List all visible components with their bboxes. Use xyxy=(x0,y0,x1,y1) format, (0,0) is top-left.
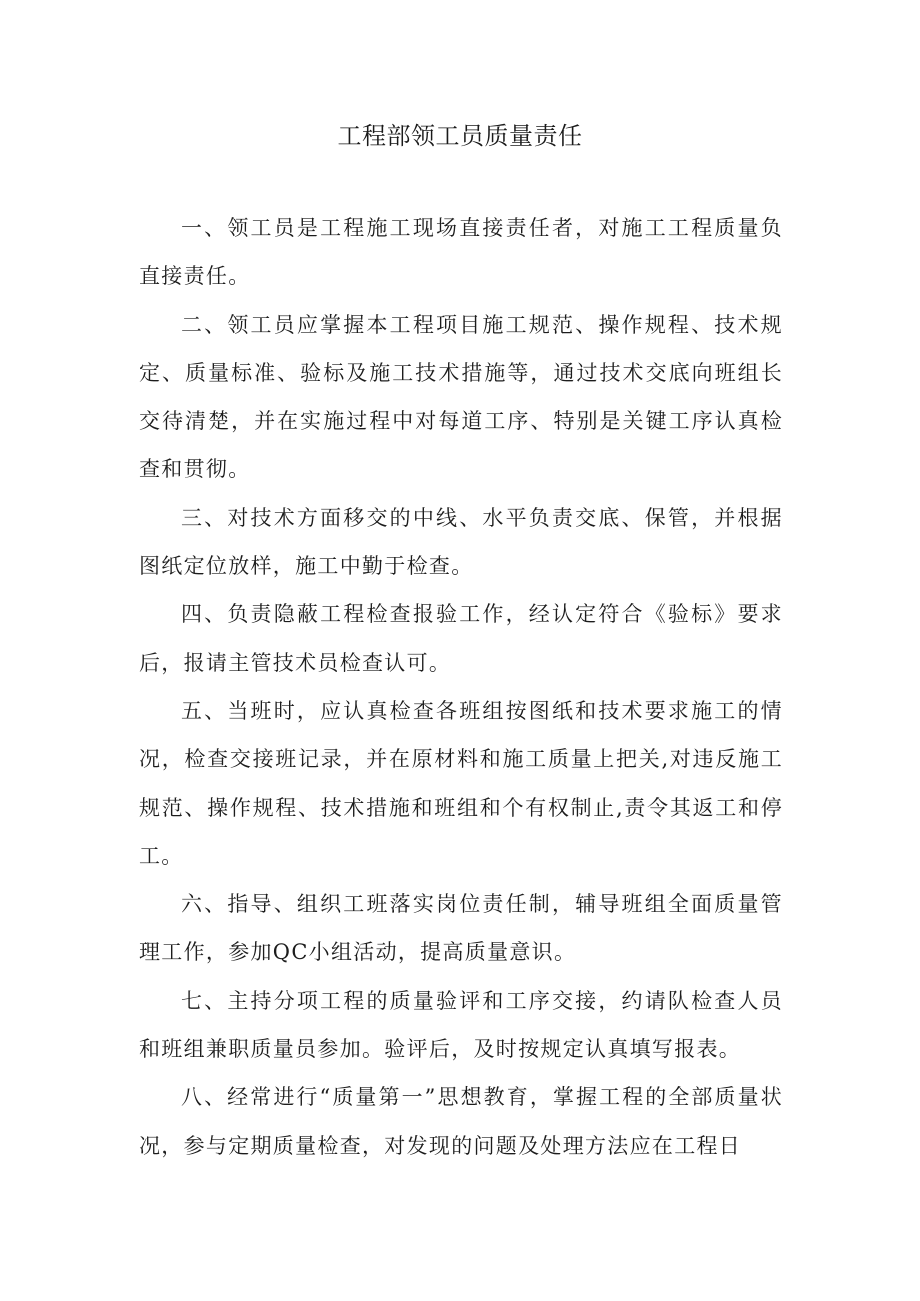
paragraph-6: 六、指导、组织工班落实岗位责任制，辅导班组全面质量管理工作，参加QC小组活动，提高质量意识。 xyxy=(139,892,783,965)
paragraph-5: 五、当班时，应认真检查各班组按图纸和技术要求施工的情况，检查交接班记录，并在原材料和施工质量上把关,对违反施工规范、操作规程、技术措施和班组和个有权制止,责令其返工和停工。 xyxy=(139,698,783,868)
paragraph-3: 三、对技术方面移交的中线、水平负责交底、保管，并根据图纸定位放样，施工中勤于检查。 xyxy=(139,505,783,579)
document-title: 工程部领工员质量责任 xyxy=(337,122,583,150)
document-body xyxy=(139,204,783,1170)
paragraph-2: 二、领工员应掌握本工程项目施工规范、操作规程、技术规定、质量标准、验标及施工技术措施等，通过技术交底向班组长交待清楚，并在实施过程中对每道工序、特别是关键工序认真检查和贯彻。 xyxy=(139,312,783,482)
paragraph-1: 一、领工员是工程施工现场直接责任者，对施工工程质量负直接责任。 xyxy=(139,216,783,289)
paragraph-8: 八、经常进行“质量第一”思想教育，掌握工程的全部质量状况，参与定期质量检查，对发现的问题及处理方法应在工程日 xyxy=(139,1085,783,1158)
paragraph-4: 四、负责隐蔽工程检查报验工作，经认定符合《验标》要求后，报请主管技术员检查认可。 xyxy=(139,602,783,675)
paragraph-7: 七、主持分项工程的质量验评和工序交接，约请队检查人员和班组兼职质量员参加。验评后，及时按规定认真填写报表。 xyxy=(139,988,783,1062)
